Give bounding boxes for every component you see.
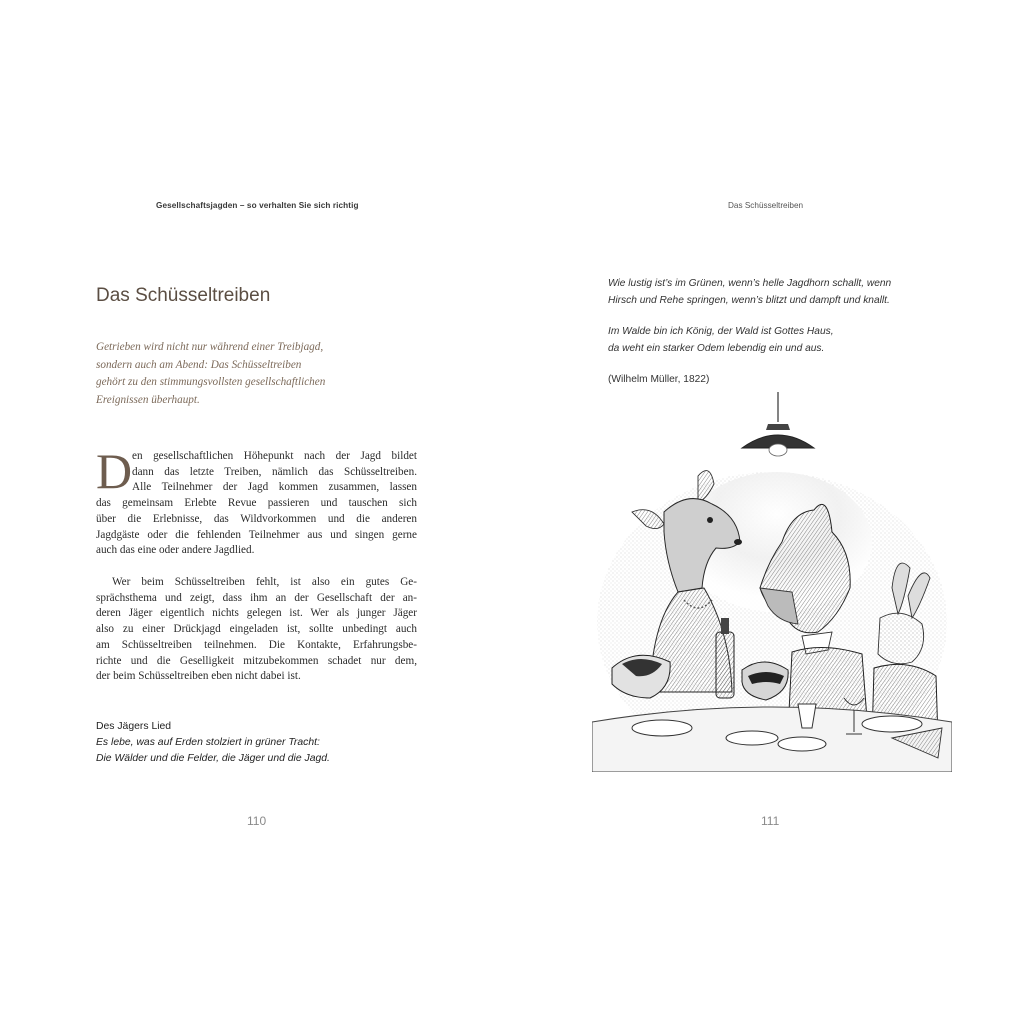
animal-dinner-illustration: [592, 392, 952, 772]
lead-line: Getrieben wird nicht nur während einer Treibjagd,: [96, 341, 324, 353]
song-title: Des Jägers Lied: [96, 721, 172, 732]
bottle-neck: [721, 618, 729, 634]
poem-line: da weht ein starker Odem lebendig ein und aus.: [608, 343, 825, 354]
lead-line: sondern auch am Abend: Das Schüsseltreiben: [96, 358, 302, 371]
chapter-title: Das Schüsseltreiben: [96, 285, 271, 306]
poem-line: Im Walde bin ich König, der Wald ist Gottes Haus,: [608, 326, 834, 337]
text-line: Alle Teilnehmer der Jagd kommen zusammen, lassen: [132, 481, 417, 494]
text-line: also zu einer Drückjagd eingeladen ist, sollte unbedingt auch: [96, 623, 417, 636]
poem-block: [608, 275, 928, 388]
lead-line: gehört zu den stimmungsvollsten gesellschaftlichen: [96, 376, 326, 389]
text-line: Jagdgäste oder die fehlenden Teilnehmer aus und singen gerne: [96, 528, 417, 541]
text-line: sprächsthema und zeigt, dass ihm an der Gesellschaft der an-: [96, 591, 417, 604]
text-line: am Schüsseltreiben teilnehmen. Die Kontakte, Erfahrungsbe-: [96, 638, 417, 651]
lamp-socket: [766, 424, 790, 430]
text-line: en gesellschaftlichen Höhepunkt nach der Jagd bildet: [132, 450, 417, 462]
song-line: Die Wälder und die Felder, die Jäger und die Jagd.: [96, 753, 330, 764]
text-line: deren Jäger eigentlich nichts gelegen ist. Wer als junger Jäger: [96, 607, 417, 620]
poem-stanza: [608, 275, 928, 309]
body-paragraph-1: [96, 443, 417, 559]
plate: [862, 716, 922, 732]
page-number-right: 111: [761, 814, 780, 828]
running-head-right: Das Schüsseltreiben: [728, 201, 804, 210]
light-bulb: [769, 444, 787, 456]
right-page: [512, 0, 1024, 1024]
wine-bottle: [716, 632, 734, 698]
plate: [726, 731, 778, 745]
song-block: [96, 719, 330, 767]
poem-attribution: (Wilhelm Müller, 1822): [608, 374, 710, 385]
plate: [778, 737, 826, 751]
text-line: richte und die Geselligkeit mitzubekommen schadet nur dem,: [96, 654, 417, 667]
running-head-left: Gesellschaftsjagden – so verhalten Sie sich richtig: [156, 201, 359, 210]
body-paragraph-2: [96, 575, 417, 685]
text-line: Wer beim Schüsseltreiben fehlt, ist also ein gutes Ge-: [112, 576, 417, 588]
plate: [632, 720, 692, 736]
text-line: dann das letzte Treiben, nämlich das Schüsseltreiben.: [132, 465, 417, 478]
text-line: der beim Schüsseltreiben eben nicht dabei ist.: [96, 670, 301, 683]
text-line: über die Erlebnisse, das Wildvorkommen und die anderen: [96, 512, 417, 525]
lead-paragraph: [96, 339, 396, 409]
lead-line: Ereignissen überhaupt.: [96, 393, 200, 406]
poem-line: Hirsch und Rehe springen, wenn’s blitzt und dampft und knallt.: [608, 295, 890, 306]
drop-cap: D: [96, 443, 133, 499]
poem-line: Wie lustig ist’s im Grünen, wenn’s helle Jagdhorn schallt, wenn: [608, 278, 892, 289]
poem-stanza: [608, 323, 928, 357]
text-line: auch das eine oder andere Jagdlied.: [96, 544, 255, 557]
song-line: Es lebe, was auf Erden stolziert in grüner Tracht:: [96, 737, 320, 748]
text-line: das gemeinsam Erlebte Revue passieren und tauschen sich: [96, 497, 417, 510]
page-number-left: 110: [247, 814, 267, 828]
